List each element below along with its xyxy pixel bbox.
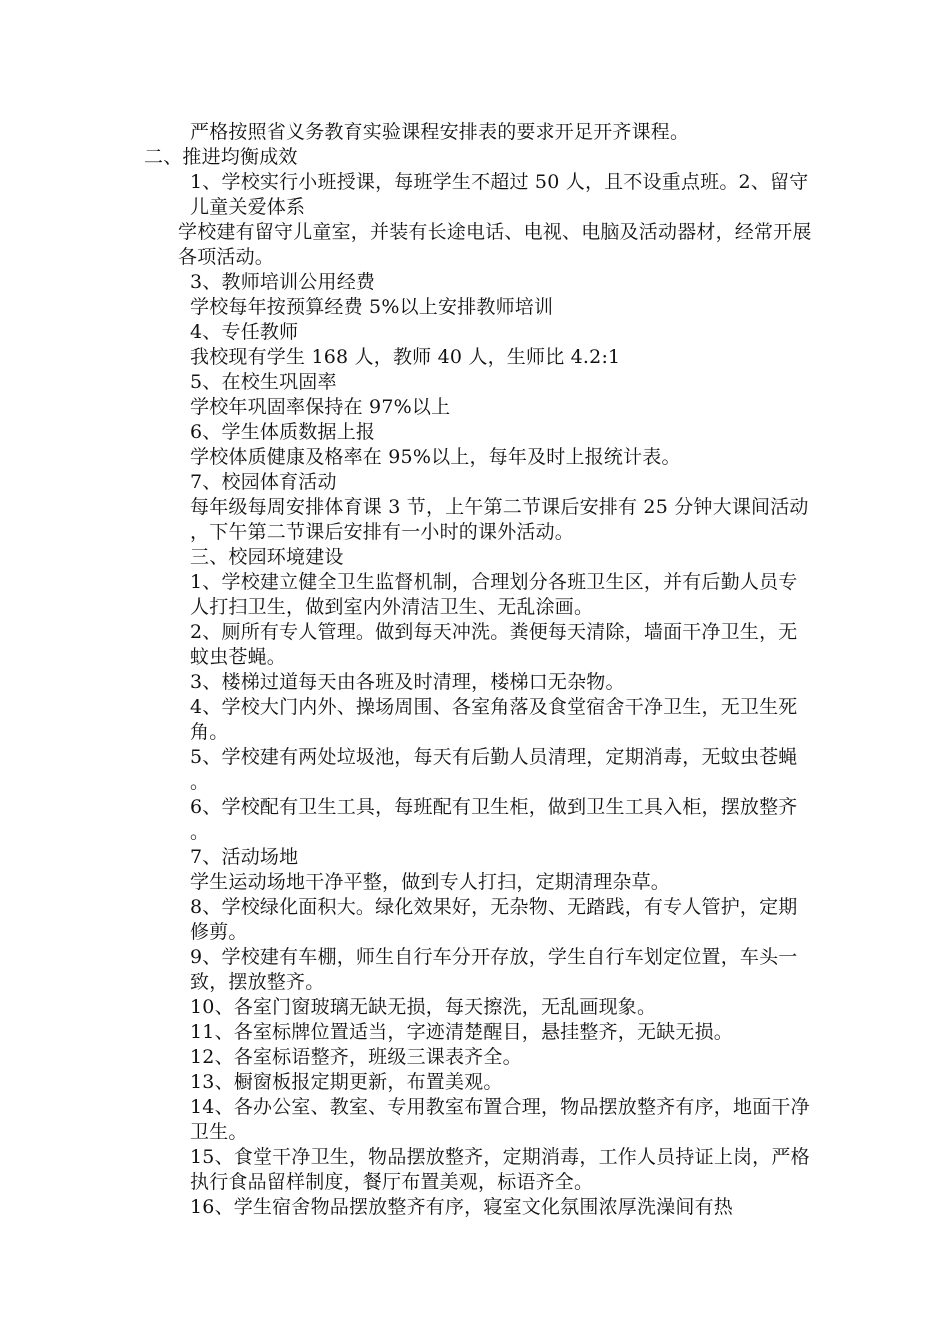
paragraph: 1、学校建立健全卫生监督机制，合理划分各班卫生区，并有后勤人员专人打扫卫生，做到室内外清洁卫生、无乱涂画。 xyxy=(190,571,798,618)
paragraph: 学生运动场地干净平整，做到专人打扫，定期清理杂草。 xyxy=(190,871,671,893)
section-heading: 二、推进均衡成效 xyxy=(144,146,298,168)
paragraph: 4、学校大门内外、操场周围、各室角落及食堂宿舍干净卫生，无卫生死角。 xyxy=(190,696,798,743)
paragraph: 8、学校绿化面积大。绿化效果好，无杂物、无踏践，有专人管护，定期修剪。 xyxy=(190,896,798,943)
paragraph: 16、学生宿舍物品摆放整齐有序，寝室文化氛围浓厚洗澡间有热 xyxy=(190,1196,733,1218)
paragraph: 9、学校建有车棚，师生自行车分开存放，学生自行车划定位置，车头一致，摆放整齐。 xyxy=(190,946,798,993)
paragraph: 3、教师培训公用经费 xyxy=(190,271,376,293)
paragraph: 5、学校建有两处垃圾池，每天有后勤人员清理，定期消毒，无蚊虫苍蝇。 xyxy=(190,746,798,793)
paragraph: 15、食堂干净卫生，物品摆放整齐，定期消毒，工作人员持证上岗，严格执行食品留样制度，餐厅布置美观，标语齐全。 xyxy=(190,1146,810,1193)
paragraph: 我校现有学生 168 人，教师 40 人，生师比 4.2:1 xyxy=(190,346,621,368)
paragraph: 10、各室门窗玻璃无缺无损，每天擦洗，无乱画现象。 xyxy=(190,996,657,1018)
paragraph: 7、活动场地 xyxy=(190,846,299,868)
paragraph: 学校年巩固率保持在 97%以上 xyxy=(190,396,451,418)
paragraph: 4、专任教师 xyxy=(190,321,299,343)
paragraph: 学校每年按预算经费 5%以上安排教师培训 xyxy=(190,296,554,318)
paragraph: 1、学校实行小班授课，每班学生不超过 50 人，且不设重点班。2、留守儿童关爱体系 xyxy=(190,171,809,218)
paragraph: 2、厕所有专人管理。做到每天冲洗。粪便每天清除，墙面干净卫生，无蚊虫苍蝇。 xyxy=(190,621,798,668)
paragraph: 学校建有留守儿童室，并装有长途电话、电视、电脑及活动器材，经常开展各项活动。 xyxy=(178,221,812,268)
paragraph: 7、校园体育活动 xyxy=(190,471,337,493)
paragraph: 12、各室标语整齐，班级三课表齐全。 xyxy=(190,1046,522,1068)
paragraph: 5、在校生巩固率 xyxy=(190,371,337,393)
paragraph: 14、各办公室、教室、专用教室布置合理，物品摆放整齐有序，地面干净卫生。 xyxy=(190,1096,810,1143)
paragraph: 11、各室标牌位置适当，字迹清楚醒目，悬挂整齐，无缺无损。 xyxy=(190,1021,733,1043)
paragraph: 13、橱窗板报定期更新，布置美观。 xyxy=(190,1071,503,1093)
section-heading: 三、校园环境建设 xyxy=(190,546,344,568)
paragraph: 6、学生体质数据上报 xyxy=(190,421,376,443)
document-body xyxy=(144,120,814,1220)
paragraph: 6、学校配有卫生工具，每班配有卫生柜，做到卫生工具入柜，摆放整齐。 xyxy=(190,796,798,843)
paragraph: 学校体质健康及格率在 95%以上，每年及时上报统计表。 xyxy=(190,446,681,468)
paragraph: 每年级每周安排体育课 3 节，上午第二节课后安排有 25 分钟大课间活动，下午第二节课后安排有一小时的课外活动。 xyxy=(190,496,809,543)
paragraph: 严格按照省义务教育实验课程安排表的要求开足开齐课程。 xyxy=(190,121,690,143)
paragraph: 3、楼梯过道每天由各班及时清理，楼梯口无杂物。 xyxy=(190,671,625,693)
